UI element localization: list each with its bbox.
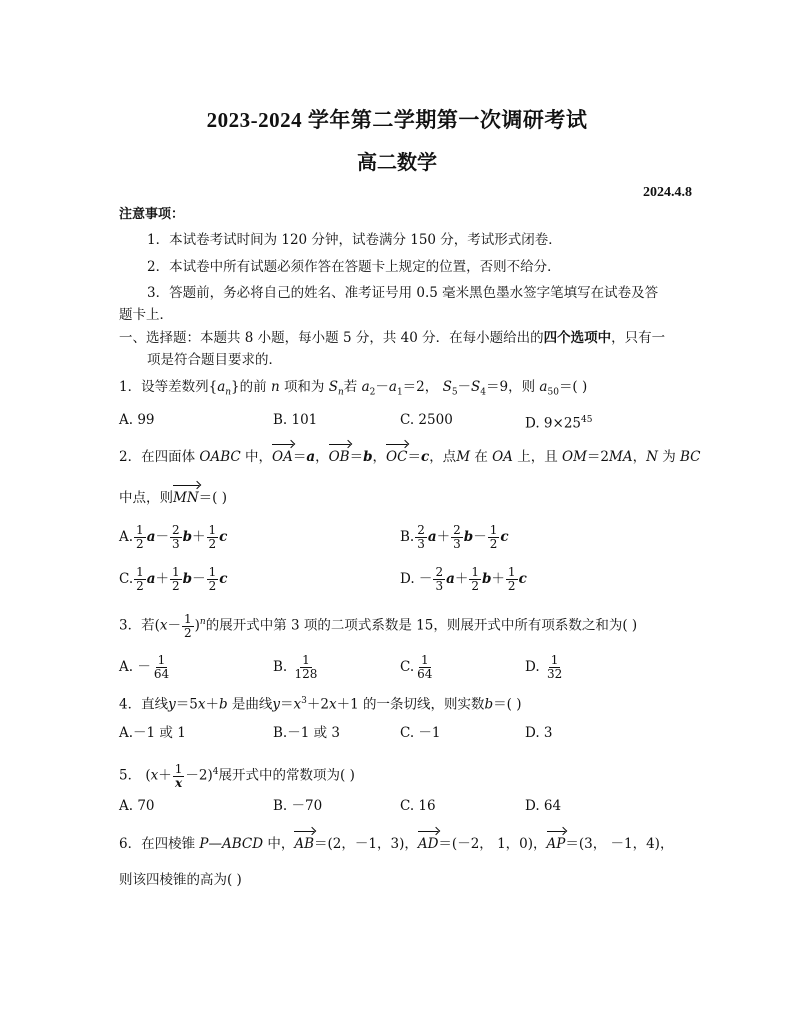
- exam-date: 2024.4.8: [643, 185, 692, 200]
- q5-option-b[interactable]: B. －70: [273, 798, 323, 814]
- q5-option-c[interactable]: C. 16: [400, 798, 436, 814]
- question-2-stem: 2．在四面体 OABC 中，OA＝a，OB＝b，OC＝c，点M 在 OA 上，且 OM＝2MA，N 为 BC: [119, 449, 701, 465]
- q3-option-b[interactable]: B. $\frac{1}{128}$: [273, 653, 318, 681]
- q3-option-a[interactable]: A. － $\frac{1}{64}$: [119, 653, 170, 681]
- q2-option-a[interactable]: A. $\frac{1}{2}$ a－ $\frac{2}{3}$ b＋ $\frac{1}{2}$ c: [119, 523, 228, 551]
- notice-heading: 注意事项：: [119, 207, 185, 222]
- q5-option-d[interactable]: D. 64: [525, 798, 562, 814]
- q1-option-b[interactable]: B. 101: [273, 412, 318, 428]
- q2-option-c[interactable]: C. $\frac{1}{2}$ a＋ $\frac{1}{2}$ b－ $\frac{1}{2}$ c: [119, 565, 228, 593]
- q1-option-a[interactable]: A. 99: [119, 412, 155, 428]
- q4-option-c[interactable]: C. －1: [400, 725, 441, 741]
- notice-item-2: 2．本试卷中所有试题必须作答在答题卡上规定的位置，否则不给分．: [147, 259, 561, 275]
- q1-option-c[interactable]: C. 2500: [400, 412, 453, 428]
- question-5-stem: 5． (x＋ $\frac{1}{x}$ －2)$^4$展开式中的常数项为( ): [119, 761, 355, 790]
- section-heading: 一、选择题：本题共 8 小题，每小题 5 分，共 40 分．在每小题给出的四个选项中，只有一: [119, 330, 666, 346]
- q5-option-a[interactable]: A. 70: [119, 798, 155, 814]
- q3-option-c[interactable]: C. $\frac{1}{64}$: [400, 653, 433, 681]
- question-6-stem-cont: 则该四棱锥的高为( ): [119, 872, 242, 888]
- question-1-stem: 1．设等差数列$\{a_n\}$的前 n 项和为 $S_n$若 $a_2-a_1=2$， $S_5-S_4=9$，则 $a_{50}=$( ): [119, 379, 588, 398]
- question-4-stem: 4．直线y＝5x＋b 是曲线$y=x^3+2x+1$ 的一条切线，则实数b＝( ): [119, 696, 522, 713]
- q2-option-d[interactable]: D. － $\frac{2}{3}$ a＋ $\frac{1}{2}$ b＋ $\frac{1}{2}$ c: [400, 565, 527, 593]
- notice-item-1: 1．本试卷考试时间为 120 分钟，试卷满分 150 分，考试形式闭卷．: [147, 232, 562, 248]
- q2-option-b[interactable]: B. $\frac{2}{3}$ a＋ $\frac{2}{3}$ b－ $\frac{1}{2}$ c: [400, 523, 509, 551]
- q4-option-b[interactable]: B.－1 或 3: [273, 725, 340, 741]
- question-2-stem-cont: 中点，则MN＝( ): [119, 490, 227, 506]
- question-3-stem: 3．若(x－ $\frac{1}{2}$ )$^n$的展开式中第 3 项的二项式系数是 15，则展开式中所有项系数之和为( ): [119, 611, 638, 640]
- notice-item-3: 3．答题前，务必将自己的姓名、准考证号用 0.5 毫米黑色墨水签字笔填写在试卷及答: [147, 285, 659, 301]
- section-heading-cont: 项是符合题目要求的．: [147, 352, 282, 368]
- q4-option-a[interactable]: A.－1 或 1: [119, 725, 186, 741]
- q3-option-d[interactable]: D. $\frac{1}{32}$: [525, 653, 563, 681]
- exam-title: 2023-2024 学年第二学期第一次调研考试: [206, 108, 588, 132]
- q1-option-d[interactable]: D. $9\times 25^{45}$: [525, 415, 593, 432]
- notice-item-3-cont: 题卡上．: [119, 307, 173, 323]
- question-6-stem: 6．在四棱锥 P—ABCD 中，AB＝(2，－1，3)，AD＝(－2， 1，0)，AP＝(3， －1，4)，: [119, 836, 674, 852]
- exam-subtitle: 高二数学: [357, 150, 437, 174]
- q4-option-d[interactable]: D. 3: [525, 725, 553, 741]
